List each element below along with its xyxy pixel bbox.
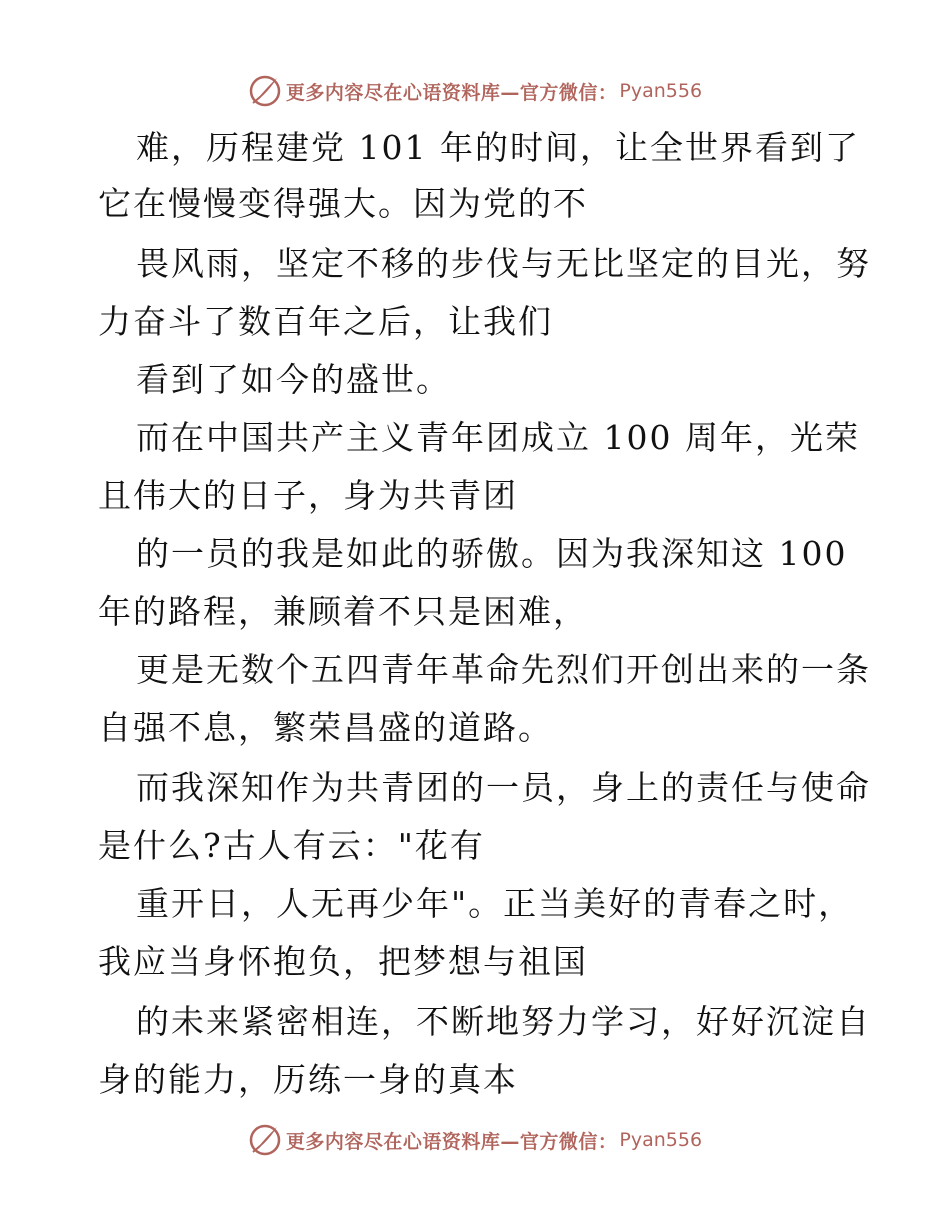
text-line: 更是无数个五四青年革命先烈们开创出来的一条: [136, 650, 871, 689]
text-line: 自强不息，繁荣昌盛的道路。: [98, 708, 553, 747]
header-watermark-banner: [0, 71, 950, 111]
footer-watermark-banner: [0, 1120, 950, 1160]
footer-banner-text: 更多内容尽在心语资料库—官方微信：: [285, 1130, 618, 1153]
footer-wechat-handle: Pyan556: [619, 1129, 703, 1151]
text-line: 重开日，人无再少年"。正当美好的青春之时，: [136, 884, 854, 923]
text-line: 年的路程，兼顾着不只是困难，: [98, 592, 588, 631]
text-line: 畏风雨，坚定不移的步伐与无比坚定的目光，努: [136, 244, 871, 283]
text-line: 且伟大的日子，身为共青团: [98, 476, 518, 515]
text-line: 力奋斗了数百年之后，让我们: [98, 302, 553, 341]
quill-logo-icon: [248, 1123, 282, 1157]
text-line: 而在中国共产主义青年团成立 100 周年，光荣: [136, 418, 860, 457]
text-line: 看到了如今的盛世。: [136, 360, 451, 399]
text-line: 是什么?古人有云："花有: [98, 826, 485, 865]
text-line: 而我深知作为共青团的一员，身上的责任与使命: [136, 768, 871, 807]
text-line: 它在慢慢变得强大。因为党的不: [98, 184, 588, 223]
text-line: 的一员的我是如此的骄傲。因为我深知这 100: [136, 534, 848, 573]
text-line: 身的能力，历练一身的真本: [98, 1060, 518, 1099]
header-wechat-handle: Pyan556: [619, 80, 703, 102]
text-line: 难，历程建党 101 年的时间，让全世界看到了: [136, 128, 860, 167]
text-line: 的未来紧密相连，不断地努力学习，好好沉淀自: [136, 1002, 871, 1041]
header-banner-text: 更多内容尽在心语资料库—官方微信：: [285, 81, 618, 104]
text-line: 我应当身怀抱负，把梦想与祖国: [98, 942, 588, 981]
quill-logo-icon: [248, 74, 282, 108]
